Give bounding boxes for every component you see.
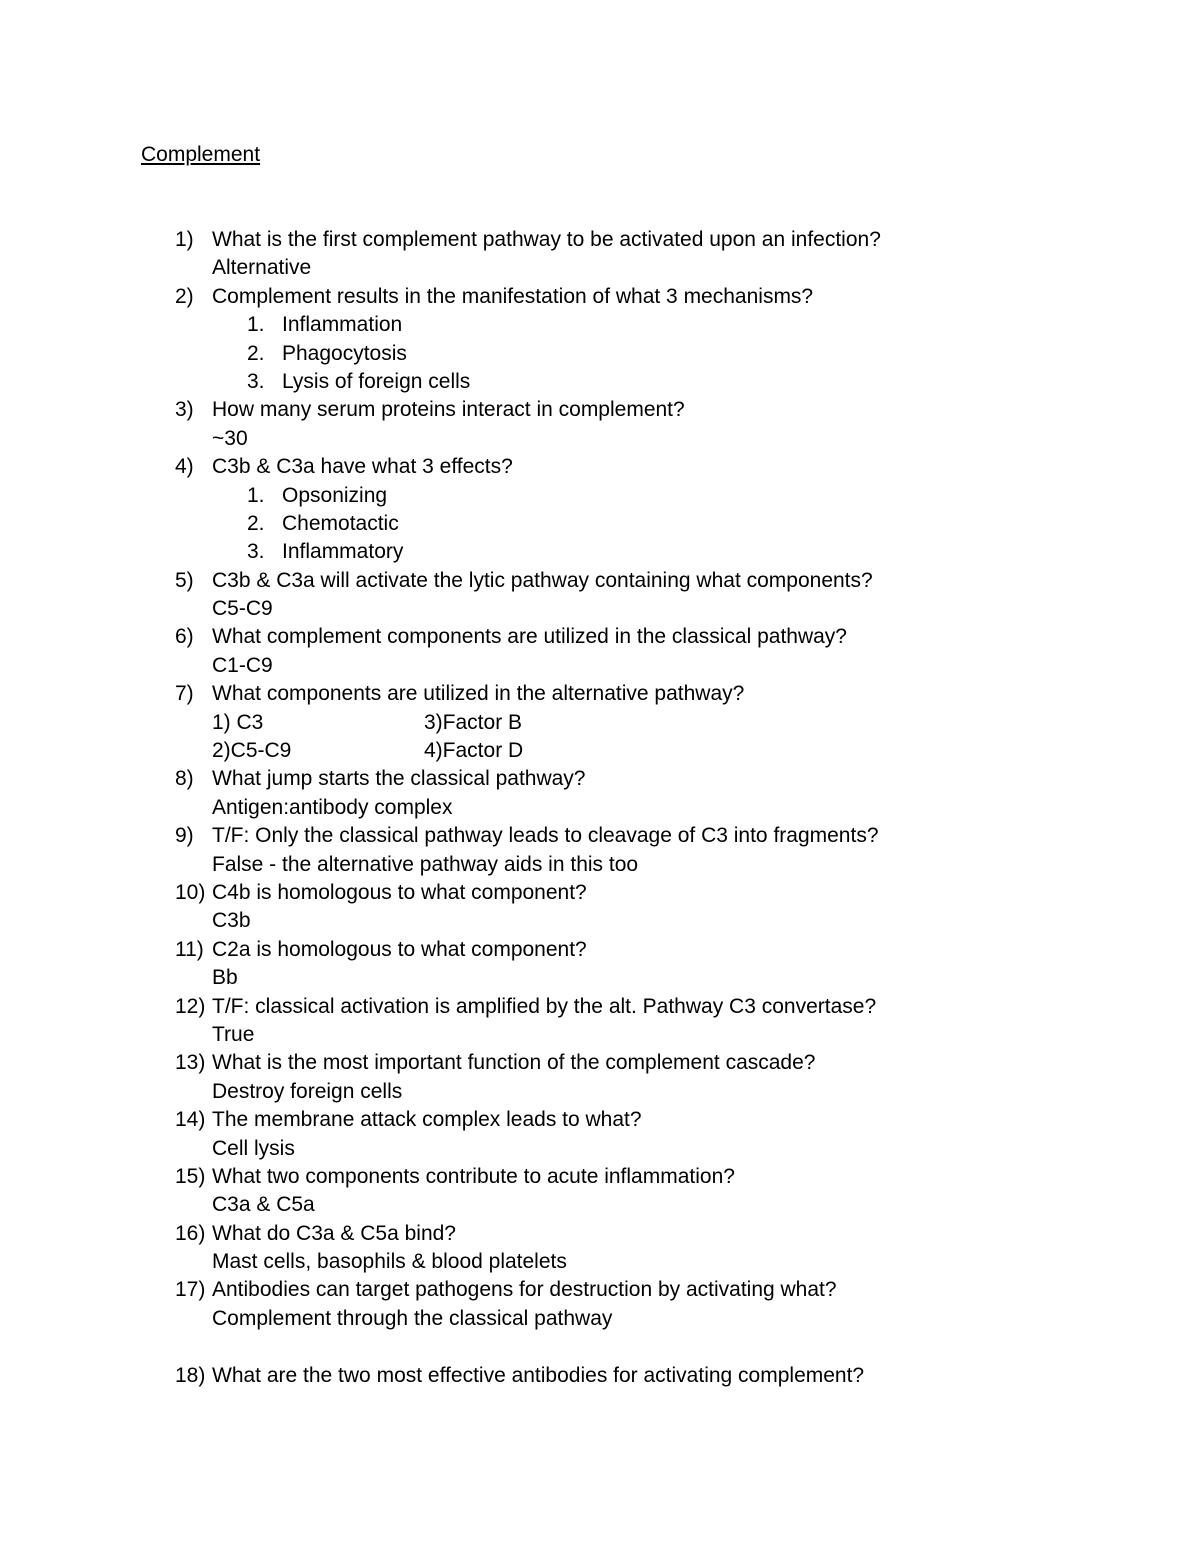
answer-grid-cell: 2)C5-C9 xyxy=(212,739,292,763)
answer-3 xyxy=(0,425,1200,453)
answer-grid-cell: 4)Factor D xyxy=(424,739,524,763)
question-8 xyxy=(0,765,1200,793)
question-14 xyxy=(0,1106,1200,1134)
answer-14 xyxy=(0,1135,1200,1163)
question-text: What complement components are utilized in the classical pathway? xyxy=(212,625,847,649)
answer-text: Antigen:antibody complex xyxy=(212,795,453,819)
answer-1 xyxy=(0,254,1200,282)
question-text: What jump starts the classical pathway? xyxy=(212,767,586,791)
question-6 xyxy=(0,623,1200,651)
question-number: 9) xyxy=(175,824,194,848)
list-item-number: 3. xyxy=(247,369,265,393)
question-text: C4b is homologous to what component? xyxy=(212,880,587,904)
list-item-text: Opsonizing xyxy=(282,483,388,507)
list-item xyxy=(0,311,1200,339)
answer-grid-cell: 3)Factor B xyxy=(424,710,523,734)
list-item-number: 1. xyxy=(247,313,265,337)
question-list xyxy=(0,226,1200,1390)
question-text: Complement results in the manifestation of what 3 mechanisms? xyxy=(212,284,814,308)
answer-12 xyxy=(0,1021,1200,1049)
question-number: 6) xyxy=(175,625,194,649)
question-text: T/F: classical activation is amplified by the alt. Pathway C3 convertase? xyxy=(212,994,877,1018)
question-text: What is the most important function of the complement cascade? xyxy=(212,1051,816,1075)
answer-text: C3a & C5a xyxy=(212,1193,315,1217)
question-number: 16) xyxy=(175,1221,206,1245)
blank-line xyxy=(0,1333,1200,1361)
answer-grid-row xyxy=(0,709,1200,737)
list-item xyxy=(0,538,1200,566)
answer-17 xyxy=(0,1305,1200,1333)
question-18 xyxy=(0,1362,1200,1390)
question-9 xyxy=(0,822,1200,850)
question-number: 15) xyxy=(175,1164,206,1188)
answer-text: C5-C9 xyxy=(212,597,273,621)
question-number: 1) xyxy=(175,228,194,251)
question-text: What two components contribute to acute inflammation? xyxy=(212,1164,735,1188)
question-13 xyxy=(0,1049,1200,1077)
list-item xyxy=(0,340,1200,368)
document-title: Complement xyxy=(141,143,261,166)
question-number: 11) xyxy=(175,937,204,961)
answer-text: Destroy foreign cells xyxy=(212,1079,403,1103)
question-number: 18) xyxy=(175,1363,206,1387)
list-item xyxy=(0,482,1200,510)
answer-8 xyxy=(0,794,1200,822)
question-11 xyxy=(0,936,1200,964)
question-10 xyxy=(0,879,1200,907)
question-number: 3) xyxy=(175,398,194,422)
question-17 xyxy=(0,1276,1200,1304)
question-5 xyxy=(0,567,1200,595)
list-item-number: 2. xyxy=(247,341,265,365)
list-item-text: Phagocytosis xyxy=(282,341,407,365)
answer-6 xyxy=(0,652,1200,680)
question-4 xyxy=(0,453,1200,481)
list-item xyxy=(0,510,1200,538)
answer-16 xyxy=(0,1248,1200,1276)
question-text: C3b & C3a will activate the lytic pathway containing what components? xyxy=(212,568,873,592)
answer-text: Complement through the classical pathway xyxy=(212,1306,613,1330)
question-12 xyxy=(0,993,1200,1021)
question-number: 2) xyxy=(175,284,194,308)
answer-9 xyxy=(0,851,1200,879)
question-text: How many serum proteins interact in complement? xyxy=(212,398,685,422)
list-item-text: Lysis of foreign cells xyxy=(282,369,471,393)
answer-text: C3b xyxy=(212,909,251,933)
question-text: What do C3a & C5a bind? xyxy=(212,1221,456,1245)
list-item xyxy=(0,368,1200,396)
question-text: The membrane attack complex leads to what? xyxy=(212,1108,642,1132)
list-item-text: Chemotactic xyxy=(282,511,399,535)
answer-grid-row xyxy=(0,737,1200,765)
answer-grid-cell: 1) C3 xyxy=(212,710,264,734)
answer-text: Bb xyxy=(212,966,238,990)
question-text: C3b & C3a have what 3 effects? xyxy=(212,455,513,479)
question-16 xyxy=(0,1220,1200,1248)
answer-13 xyxy=(0,1078,1200,1106)
answer-text: Mast cells, basophils & blood platelets xyxy=(212,1250,567,1274)
answer-5 xyxy=(0,595,1200,623)
question-text: What is the first complement pathway to be activated upon an infection? xyxy=(212,228,881,251)
question-text: What are the two most effective antibodies for activating complement? xyxy=(212,1363,865,1387)
question-text: Antibodies can target pathogens for destruction by activating what? xyxy=(212,1278,837,1302)
answer-text: True xyxy=(212,1022,255,1046)
question-2 xyxy=(0,283,1200,311)
question-number: 10) xyxy=(175,880,206,904)
answer-11 xyxy=(0,964,1200,992)
answer-text: Cell lysis xyxy=(212,1136,295,1160)
question-number: 14) xyxy=(175,1108,206,1132)
question-15 xyxy=(0,1163,1200,1191)
question-number: 17) xyxy=(175,1278,206,1302)
question-number: 5) xyxy=(175,568,194,592)
question-1 xyxy=(0,226,1200,254)
answer-10 xyxy=(0,907,1200,935)
question-number: 4) xyxy=(175,455,194,479)
question-text: C2a is homologous to what component? xyxy=(212,937,587,961)
question-number: 12) xyxy=(175,994,206,1018)
list-item-number: 3. xyxy=(247,540,265,564)
answer-text: ~30 xyxy=(212,426,248,450)
answer-15 xyxy=(0,1191,1200,1219)
question-text: T/F: Only the classical pathway leads to cleavage of C3 into fragments? xyxy=(212,824,879,848)
list-item-number: 1. xyxy=(247,483,265,507)
question-number: 8) xyxy=(175,767,194,791)
question-number: 7) xyxy=(175,682,194,706)
question-3 xyxy=(0,396,1200,424)
answer-text: C1-C9 xyxy=(212,653,273,677)
list-item-text: Inflammation xyxy=(282,313,403,337)
answer-text: Alternative xyxy=(212,256,312,280)
question-7 xyxy=(0,680,1200,708)
answer-text: False - the alternative pathway aids in this too xyxy=(212,852,639,876)
list-item-text: Inflammatory xyxy=(282,540,404,564)
question-text: What components are utilized in the alternative pathway? xyxy=(212,682,745,706)
list-item-number: 2. xyxy=(247,511,265,535)
question-number: 13) xyxy=(175,1051,206,1075)
